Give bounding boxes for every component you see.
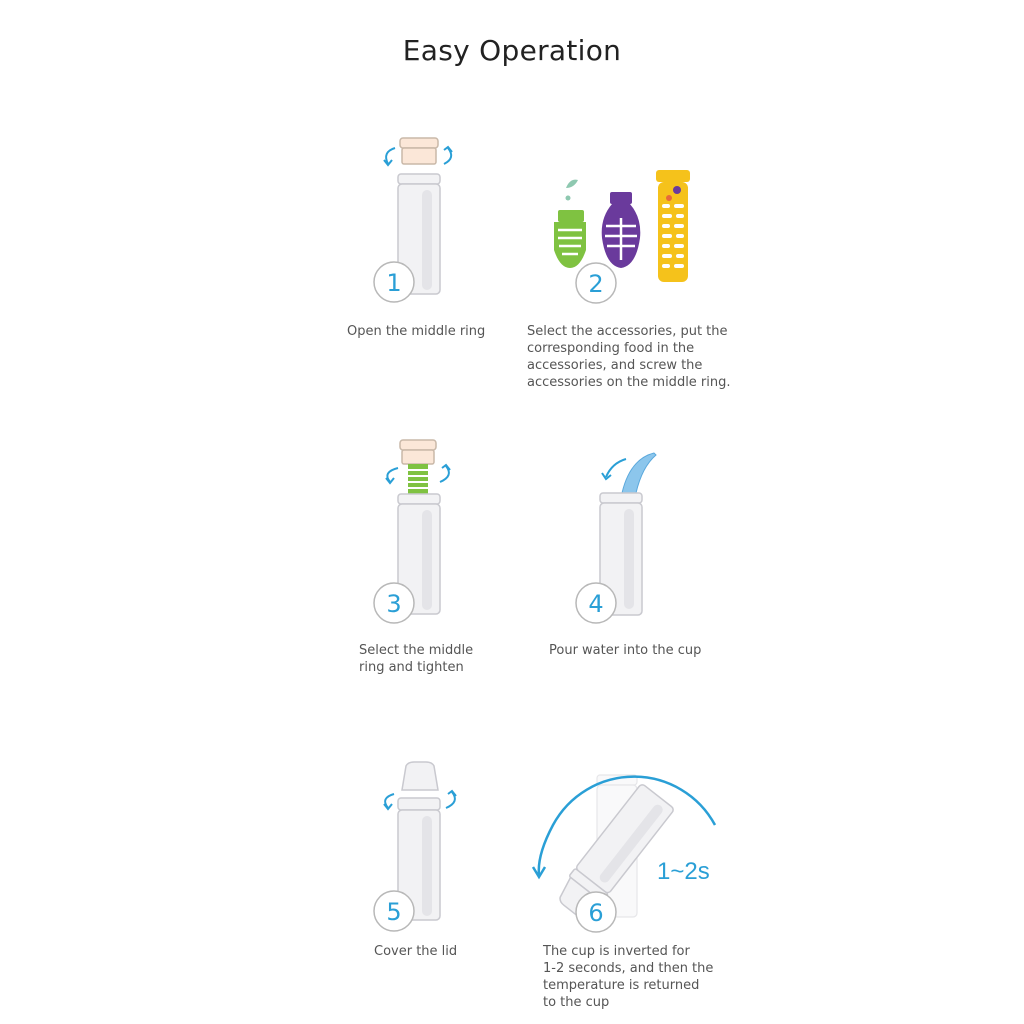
step-6-illustration <box>525 755 730 945</box>
pour-arrow-icon <box>606 459 626 477</box>
step-1-number: 1 <box>386 269 402 297</box>
step-4-number: 4 <box>588 590 604 618</box>
purple-infuser <box>602 192 641 268</box>
duration-label: 1~2s <box>657 858 710 885</box>
step-3-caption: Select the middle ring and tighten <box>359 643 474 675</box>
step-2-caption: Select the accessories, put the corresponding food in the accessories, and screw the accessories on the middle ring. <box>527 324 731 390</box>
green-infuser <box>408 464 428 494</box>
step-5-number: 5 <box>386 898 402 926</box>
step-6-caption: The cup is inverted for 1-2 seconds, and then the temperature is returned to the cup <box>543 944 714 1010</box>
step-5-illustration <box>360 750 480 940</box>
leaf-icon <box>566 180 578 188</box>
step-1-illustration <box>360 130 480 310</box>
step-4-caption: Pour water into the cup <box>549 643 702 658</box>
yellow-infuser <box>656 170 690 282</box>
step-3-number: 3 <box>386 590 402 618</box>
step-5-caption: Cover the lid <box>374 944 458 959</box>
water-stream <box>622 453 656 493</box>
step-6-number: 6 <box>588 899 604 927</box>
page-title: Easy Operation <box>402 34 622 67</box>
step-3-illustration <box>360 430 480 630</box>
step-2-number: 2 <box>588 270 604 298</box>
step-1-caption: Open the middle ring <box>347 324 486 339</box>
middle-ring <box>400 138 438 164</box>
middle-ring <box>400 440 436 464</box>
green-infuser <box>554 210 586 268</box>
cup-lid <box>402 762 438 790</box>
step-4-illustration <box>560 445 680 635</box>
step-2-illustration <box>540 160 720 310</box>
